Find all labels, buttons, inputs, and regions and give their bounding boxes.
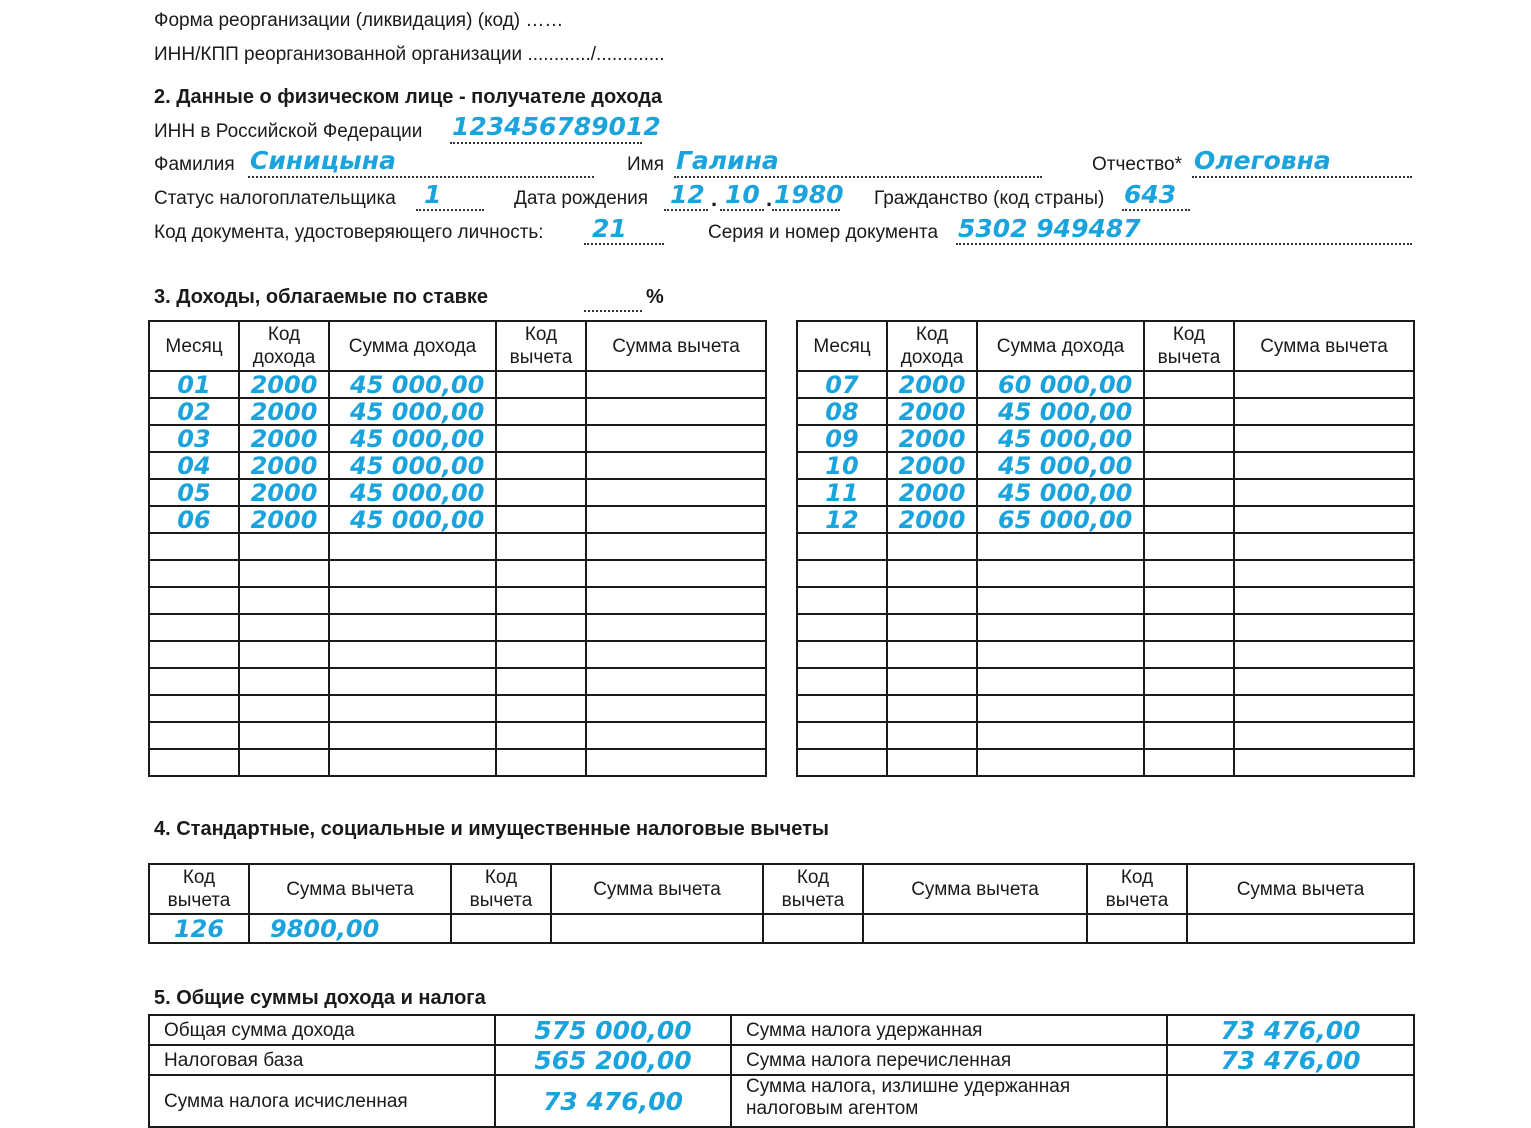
tax-withheld-field[interactable]: 73 476,00 <box>1167 1015 1414 1045</box>
income-code-cell[interactable] <box>239 560 329 587</box>
status-field-line <box>416 209 484 211</box>
name-field-line <box>674 176 1042 178</box>
col-header-deduction-code: Код вычета <box>496 321 586 371</box>
month-cell[interactable]: 04 <box>149 452 239 479</box>
birth-day-line <box>664 209 708 211</box>
table-row <box>797 749 1414 776</box>
deduction-code-cell[interactable] <box>1144 641 1234 668</box>
deduction-sum-cell[interactable] <box>551 914 763 943</box>
income-sum-cell[interactable] <box>977 533 1144 560</box>
month-cell[interactable]: 05 <box>149 479 239 506</box>
doc-number-label: Серия и номер документа <box>708 222 939 243</box>
date-separator: . <box>711 186 718 211</box>
tax-base-field[interactable]: 565 200,00 <box>495 1045 731 1075</box>
taxpayer-status-field[interactable]: 1 <box>424 180 442 209</box>
tax-base-label: Налоговая база <box>149 1045 495 1075</box>
name-field[interactable]: Галина <box>676 146 779 175</box>
surname-label: Фамилия <box>154 154 235 175</box>
month-cell[interactable] <box>149 587 239 614</box>
doc-number-field-line <box>956 243 1412 245</box>
section5-heading: 5. Общие суммы дохода и налога <box>154 987 486 1009</box>
deduction-sum-cell[interactable] <box>1234 614 1414 641</box>
month-cell[interactable] <box>149 641 239 668</box>
deduction-code-cell[interactable] <box>496 695 586 722</box>
month-cell[interactable] <box>149 668 239 695</box>
deduction-sum-cell[interactable] <box>586 425 766 452</box>
deduction-sum-cell[interactable] <box>586 668 766 695</box>
doc-code-field[interactable]: 21 <box>592 214 627 243</box>
month-cell[interactable] <box>797 641 887 668</box>
income-sum-cell[interactable] <box>977 641 1144 668</box>
income-code-cell[interactable]: 2000 <box>239 371 329 398</box>
income-code-cell[interactable] <box>239 749 329 776</box>
col-header-month: Месяц <box>797 321 887 371</box>
col-header-income-code: Код дохода <box>239 321 329 371</box>
income-code-cell[interactable]: 2000 <box>239 452 329 479</box>
tax-withheld-label: Сумма налога удержанная <box>731 1015 1167 1045</box>
deduction-code-cell[interactable] <box>1144 452 1234 479</box>
col-header-deduction-code: Код вычета <box>1087 864 1187 914</box>
patronymic-field[interactable]: Олеговна <box>1194 146 1331 175</box>
deduction-code-cell[interactable] <box>496 533 586 560</box>
income-code-cell[interactable] <box>239 614 329 641</box>
income-sum-cell[interactable] <box>329 641 496 668</box>
birth-date-label: Дата рождения <box>514 188 649 209</box>
deduction-sum-cell[interactable] <box>586 641 766 668</box>
deduction-code-cell[interactable] <box>1144 587 1234 614</box>
doc-code-label: Код документа, удостоверяющего личность: <box>154 222 544 243</box>
income-sum-cell[interactable] <box>977 695 1144 722</box>
table-row <box>797 722 1414 749</box>
col-header-deduction-sum: Сумма вычета <box>249 864 451 914</box>
deduction-sum-cell[interactable] <box>586 614 766 641</box>
deduction-code-cell[interactable] <box>496 371 586 398</box>
income-sum-cell[interactable] <box>329 587 496 614</box>
deduction-sum-cell[interactable] <box>1234 452 1414 479</box>
income-sum-cell[interactable] <box>329 749 496 776</box>
month-cell[interactable] <box>149 560 239 587</box>
deduction-sum-cell[interactable] <box>1187 914 1414 943</box>
table-row <box>149 506 766 533</box>
deduction-code-cell[interactable] <box>1144 533 1234 560</box>
income-code-cell[interactable] <box>887 749 977 776</box>
table-row <box>149 452 766 479</box>
deduction-code-cell[interactable] <box>1144 560 1234 587</box>
month-cell[interactable] <box>149 533 239 560</box>
income-code-cell[interactable] <box>887 668 977 695</box>
income-sum-cell[interactable] <box>329 695 496 722</box>
inn-field-line <box>450 142 642 144</box>
income-code-cell[interactable] <box>887 560 977 587</box>
birth-year-field[interactable]: 1980 <box>774 180 844 209</box>
table-row <box>149 641 766 668</box>
tax-transferred-field[interactable]: 73 476,00 <box>1167 1045 1414 1075</box>
surname-field[interactable]: Синицына <box>250 146 396 175</box>
tax-transferred-label: Сумма налога перечисленная <box>731 1045 1167 1075</box>
col-header-deduction-code: Код вычета <box>451 864 551 914</box>
table-row <box>797 560 1414 587</box>
income-sum-cell[interactable] <box>329 722 496 749</box>
deduction-sum-cell[interactable] <box>586 533 766 560</box>
income-sum-cell[interactable]: 45 000,00 <box>329 425 496 452</box>
income-code-cell[interactable] <box>887 533 977 560</box>
section3-heading: 3. Доходы, облагаемые по ставке <box>154 286 489 308</box>
deduction-code-cell[interactable] <box>1144 506 1234 533</box>
income-sum-cell[interactable]: 65 000,00 <box>977 506 1144 533</box>
month-cell[interactable] <box>797 533 887 560</box>
deduction-code-cell[interactable] <box>1144 425 1234 452</box>
tax-calculated-field[interactable]: 73 476,00 <box>495 1075 731 1127</box>
deduction-code-cell[interactable] <box>763 914 863 943</box>
income-code-cell[interactable]: 2000 <box>887 479 977 506</box>
deduction-code-cell[interactable] <box>1144 722 1234 749</box>
inn-kpp-reorg-label: ИНН/КПП реорганизованной организации ............/............. <box>154 44 665 65</box>
birth-day-field[interactable]: 12 <box>670 180 705 209</box>
income-sum-cell[interactable] <box>977 722 1144 749</box>
total-income-field[interactable]: 575 000,00 <box>495 1015 731 1045</box>
deduction-sum-cell[interactable] <box>1234 533 1414 560</box>
deduction-sum-cell[interactable] <box>586 452 766 479</box>
col-header-deduction-code: Код вычета <box>763 864 863 914</box>
income-code-cell[interactable] <box>239 587 329 614</box>
deduction-sum-cell[interactable] <box>1234 722 1414 749</box>
income-code-cell[interactable]: 2000 <box>239 506 329 533</box>
income-sum-cell[interactable]: 45 000,00 <box>977 425 1144 452</box>
table-row <box>797 371 1414 398</box>
col-header-deduction-sum: Сумма вычета <box>586 321 766 371</box>
deduction-code-cell[interactable] <box>1144 371 1234 398</box>
deduction-sum-cell[interactable] <box>586 506 766 533</box>
reorg-form-label: Форма реорганизации (ликвидация) (код) …… <box>154 10 564 31</box>
income-sum-cell[interactable] <box>977 614 1144 641</box>
deduction-code-cell[interactable] <box>1144 749 1234 776</box>
deduction-code-cell[interactable] <box>496 749 586 776</box>
col-header-deduction-code: Код вычета <box>149 864 249 914</box>
income-code-cell[interactable] <box>239 695 329 722</box>
income-code-cell[interactable]: 2000 <box>887 371 977 398</box>
deduction-sum-cell[interactable] <box>1234 506 1414 533</box>
deduction-code-cell[interactable] <box>496 452 586 479</box>
month-cell[interactable]: 01 <box>149 371 239 398</box>
deduction-sum-cell[interactable] <box>586 479 766 506</box>
taxpayer-status-label: Статус налогоплательщика <box>154 188 396 209</box>
income-code-cell[interactable]: 2000 <box>239 398 329 425</box>
deduction-sum-cell[interactable] <box>1234 479 1414 506</box>
month-cell[interactable]: 09 <box>797 425 887 452</box>
income-sum-cell[interactable] <box>977 560 1144 587</box>
deduction-sum-cell[interactable] <box>1234 749 1414 776</box>
table-row <box>797 479 1414 506</box>
col-header-deduction-sum: Сумма вычета <box>863 864 1087 914</box>
month-cell[interactable]: 03 <box>149 425 239 452</box>
table-row <box>149 560 766 587</box>
deduction-code-cell[interactable] <box>496 425 586 452</box>
deductions-table <box>148 863 1415 944</box>
col-header-month: Месяц <box>149 321 239 371</box>
deduction-sum-cell[interactable] <box>586 722 766 749</box>
col-header-income-code: Код дохода <box>887 321 977 371</box>
deduction-code-cell[interactable] <box>496 587 586 614</box>
table-row <box>149 479 766 506</box>
table-row <box>149 425 766 452</box>
citizenship-field[interactable]: 643 <box>1124 180 1177 209</box>
doc-code-field-line <box>584 243 664 245</box>
month-cell[interactable] <box>149 614 239 641</box>
deduction-code-cell[interactable] <box>1144 695 1234 722</box>
month-cell[interactable]: 08 <box>797 398 887 425</box>
inn-field[interactable]: 123456789012 <box>452 112 661 141</box>
table-row <box>797 533 1414 560</box>
birth-month-line <box>720 209 764 211</box>
deduction-code-cell[interactable] <box>1087 914 1187 943</box>
income-table-right <box>796 320 1415 777</box>
section4-heading: 4. Стандартные, социальные и имущественные налоговые вычеты <box>154 818 829 840</box>
income-code-cell[interactable] <box>887 695 977 722</box>
income-table-left <box>148 320 767 777</box>
income-sum-cell[interactable]: 45 000,00 <box>329 479 496 506</box>
month-cell[interactable] <box>797 668 887 695</box>
income-code-cell[interactable] <box>239 533 329 560</box>
month-cell[interactable]: 06 <box>149 506 239 533</box>
income-sum-cell[interactable] <box>329 668 496 695</box>
deduction-code-cell[interactable] <box>1144 614 1234 641</box>
table-row <box>149 587 766 614</box>
deduction-sum-cell[interactable] <box>1234 641 1414 668</box>
deduction-code-cell[interactable] <box>496 668 586 695</box>
deduction-sum-cell[interactable] <box>586 587 766 614</box>
income-sum-cell[interactable]: 45 000,00 <box>329 398 496 425</box>
month-cell[interactable]: 10 <box>797 452 887 479</box>
income-code-cell[interactable] <box>239 641 329 668</box>
deduction-code-cell[interactable] <box>496 479 586 506</box>
tax-calculated-label: Сумма налога исчисленная <box>149 1075 495 1127</box>
table-row <box>149 695 766 722</box>
deduction-code-cell[interactable] <box>496 560 586 587</box>
table-row <box>797 641 1414 668</box>
month-cell[interactable] <box>797 560 887 587</box>
income-code-cell[interactable] <box>887 641 977 668</box>
income-code-cell[interactable] <box>887 587 977 614</box>
rate-field[interactable] <box>584 310 642 312</box>
income-sum-cell[interactable]: 45 000,00 <box>329 371 496 398</box>
citizenship-label: Гражданство (код страны) <box>874 188 1105 209</box>
table-row <box>797 614 1414 641</box>
deduction-sum-cell[interactable] <box>586 371 766 398</box>
deduction-code-cell[interactable] <box>496 722 586 749</box>
inn-label: ИНН в Российской Федерации <box>154 121 423 142</box>
month-cell[interactable] <box>149 749 239 776</box>
deduction-sum-cell[interactable] <box>586 560 766 587</box>
deduction-code-cell[interactable] <box>1144 398 1234 425</box>
month-cell[interactable] <box>797 695 887 722</box>
income-code-cell[interactable]: 2000 <box>239 425 329 452</box>
income-sum-cell[interactable]: 45 000,00 <box>977 452 1144 479</box>
table-row <box>149 371 766 398</box>
income-sum-cell[interactable]: 45 000,00 <box>977 479 1144 506</box>
table-row <box>797 398 1414 425</box>
section2-heading: 2. Данные о физическом лице - получателе дохода <box>154 86 663 108</box>
date-separator: . <box>766 186 773 211</box>
patronymic-field-line <box>1192 176 1412 178</box>
deduction-code-cell[interactable] <box>496 506 586 533</box>
income-sum-cell[interactable] <box>977 587 1144 614</box>
deduction-sum-cell[interactable] <box>1234 425 1414 452</box>
income-sum-cell[interactable] <box>329 560 496 587</box>
income-code-cell[interactable] <box>887 722 977 749</box>
income-sum-cell[interactable] <box>977 749 1144 776</box>
income-sum-cell[interactable] <box>977 668 1144 695</box>
income-code-cell[interactable]: 2000 <box>887 425 977 452</box>
month-cell[interactable]: 11 <box>797 479 887 506</box>
income-sum-cell[interactable]: 45 000,00 <box>977 398 1144 425</box>
income-code-cell[interactable] <box>239 722 329 749</box>
income-sum-cell[interactable]: 45 000,00 <box>329 506 496 533</box>
birth-year-line <box>772 209 840 211</box>
income-sum-cell[interactable]: 60 000,00 <box>977 371 1144 398</box>
deduction-code-cell[interactable] <box>451 914 551 943</box>
deduction-code-cell[interactable] <box>496 614 586 641</box>
deduction-sum-cell[interactable] <box>586 398 766 425</box>
deduction-sum-cell[interactable] <box>586 749 766 776</box>
month-cell[interactable] <box>797 587 887 614</box>
deduction-code-cell[interactable] <box>496 641 586 668</box>
table-row <box>149 749 766 776</box>
month-cell[interactable]: 07 <box>797 371 887 398</box>
income-code-cell[interactable]: 2000 <box>887 506 977 533</box>
table-row <box>797 425 1414 452</box>
col-header-income-sum: Сумма дохода <box>329 321 496 371</box>
birth-month-field[interactable]: 10 <box>725 180 760 209</box>
income-code-cell[interactable] <box>239 668 329 695</box>
table-row <box>797 506 1414 533</box>
col-header-deduction-code: Код вычета <box>1144 321 1234 371</box>
col-header-deduction-sum: Сумма вычета <box>1234 321 1414 371</box>
month-cell[interactable] <box>149 722 239 749</box>
deduction-sum-cell[interactable]: 9800,00 <box>249 914 451 943</box>
deduction-sum-cell[interactable] <box>1234 371 1414 398</box>
table-row <box>797 695 1414 722</box>
table-row <box>797 668 1414 695</box>
col-header-deduction-sum: Сумма вычета <box>551 864 763 914</box>
table-row <box>149 533 766 560</box>
table-row <box>797 452 1414 479</box>
tax-overwithheld-field[interactable] <box>1167 1075 1414 1127</box>
patronymic-label: Отчество* <box>1092 154 1182 175</box>
table-row <box>149 398 766 425</box>
surname-field-line <box>248 176 594 178</box>
deduction-code-cell[interactable]: 126 <box>149 914 249 943</box>
deduction-code-cell[interactable] <box>496 398 586 425</box>
table-row <box>797 587 1414 614</box>
doc-number-field[interactable]: 5302 949487 <box>958 214 1141 243</box>
income-code-cell[interactable]: 2000 <box>887 398 977 425</box>
name-label: Имя <box>627 154 665 175</box>
month-cell[interactable] <box>797 722 887 749</box>
deduction-sum-cell[interactable] <box>1234 668 1414 695</box>
deduction-sum-cell[interactable] <box>586 695 766 722</box>
month-cell[interactable]: 12 <box>797 506 887 533</box>
deduction-sum-cell[interactable] <box>1234 560 1414 587</box>
income-code-cell[interactable] <box>887 614 977 641</box>
income-code-cell[interactable]: 2000 <box>887 452 977 479</box>
income-sum-cell[interactable]: 45 000,00 <box>329 452 496 479</box>
month-cell[interactable] <box>149 695 239 722</box>
col-header-deduction-sum: Сумма вычета <box>1187 864 1414 914</box>
deduction-sum-cell[interactable] <box>1234 695 1414 722</box>
tax-overwithheld-label: Сумма налога, излишне удержанная налоговым агентом <box>731 1075 1167 1127</box>
income-code-cell[interactable]: 2000 <box>239 479 329 506</box>
col-header-income-sum: Сумма дохода <box>977 321 1144 371</box>
deduction-sum-cell[interactable] <box>863 914 1087 943</box>
deduction-sum-cell[interactable] <box>1234 398 1414 425</box>
deduction-sum-cell[interactable] <box>1234 587 1414 614</box>
table-row <box>149 668 766 695</box>
deduction-code-cell[interactable] <box>1144 479 1234 506</box>
citizenship-field-line <box>1122 209 1190 211</box>
percent-sign: % <box>646 286 664 308</box>
table-row <box>149 614 766 641</box>
table-row <box>149 722 766 749</box>
income-sum-cell[interactable] <box>329 614 496 641</box>
month-cell[interactable] <box>797 749 887 776</box>
month-cell[interactable]: 02 <box>149 398 239 425</box>
income-sum-cell[interactable] <box>329 533 496 560</box>
month-cell[interactable] <box>797 614 887 641</box>
totals-table <box>148 1014 1415 1128</box>
total-income-label: Общая сумма дохода <box>149 1015 495 1045</box>
deduction-code-cell[interactable] <box>1144 668 1234 695</box>
